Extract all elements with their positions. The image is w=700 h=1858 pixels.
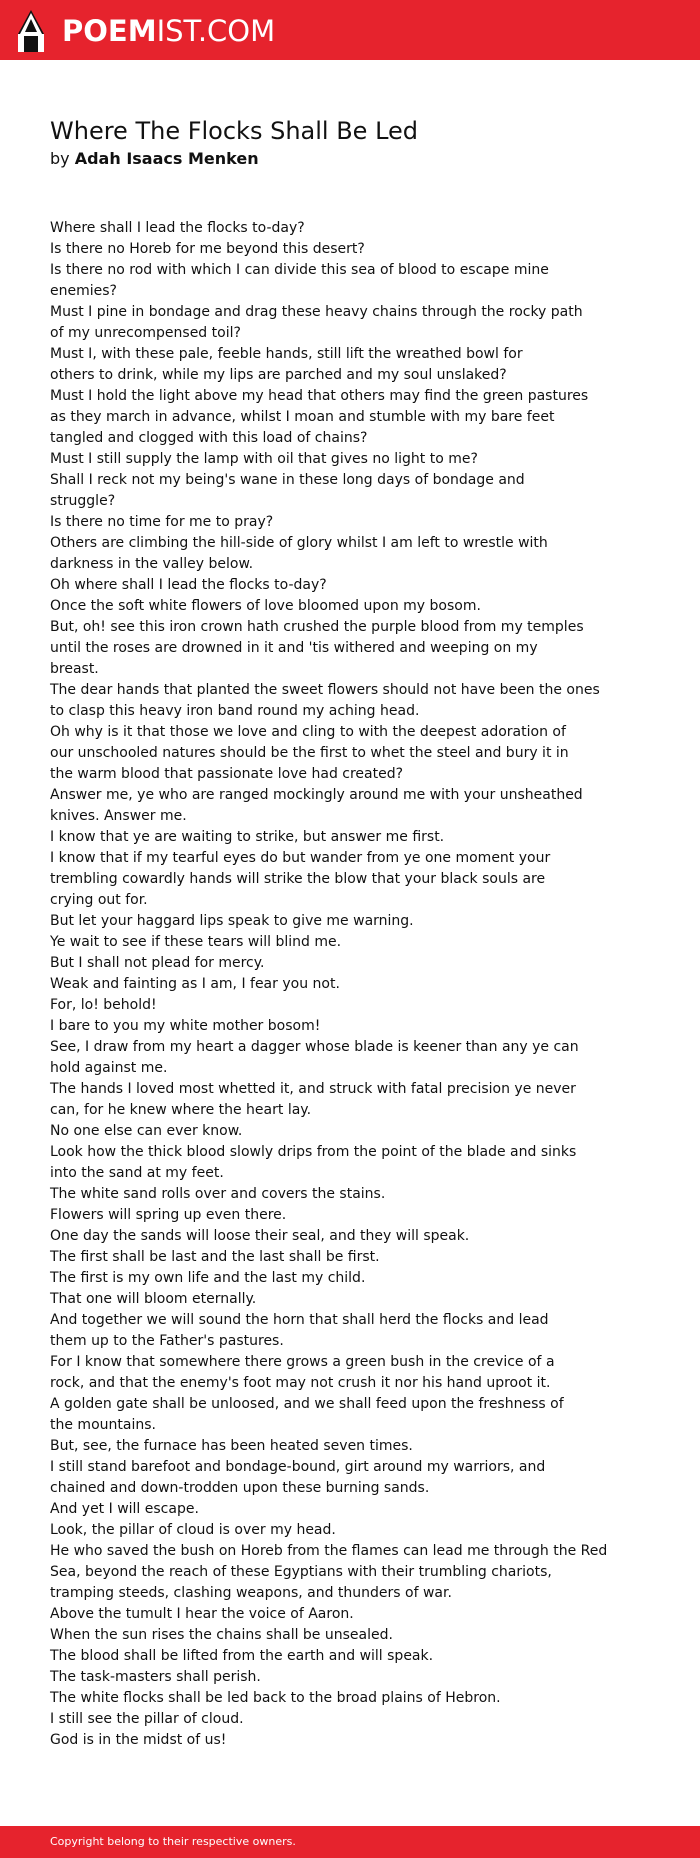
poem-line: Is there no rod with which I can divide this sea of blood to escape mine	[50, 262, 549, 278]
logo-light-text: IST.COM	[156, 14, 276, 48]
poem-line: others to drink, while my lips are parched and my soul unslaked?	[50, 367, 507, 383]
poem-line: Oh why is it that those we love and cling to with the deepest adoration of	[50, 724, 566, 740]
poem-line: can, for he knew where the heart lay.	[50, 1102, 312, 1118]
poem-line: them up to the Father's pastures.	[50, 1333, 284, 1349]
poem-line: A golden gate shall be unloosed, and we shall feed upon the freshness of	[50, 1396, 564, 1412]
poem-line: Sea, beyond the reach of these Egyptians with their trumbling chariots,	[50, 1564, 552, 1580]
poem-line: struggle?	[50, 493, 116, 509]
poem-line: I still stand barefoot and bondage-bound, girt around my warriors, and	[50, 1459, 546, 1475]
poem-line: the warm blood that passionate love had created?	[50, 766, 404, 782]
poem-line: our unschooled natures should be the first to whet the steel and bury it in	[50, 745, 569, 761]
byline-prefix: by	[50, 149, 70, 168]
poem-title: Where The Flocks Shall Be Led	[50, 117, 419, 145]
poem-line: of my unrecompensed toil?	[50, 325, 241, 341]
logo-bold-text: POEM	[62, 14, 157, 48]
poem-line: The dear hands that planted the sweet flowers should not have been the ones	[50, 682, 600, 698]
poem-line: breast.	[50, 661, 99, 677]
poem-line: until the roses are drowned in it and 'tis withered and weeping on my	[50, 640, 538, 656]
poem-line: tangled and clogged with this load of chains?	[50, 430, 368, 446]
poem-line: crying out for.	[50, 892, 148, 908]
poem-line: I know that if my tearful eyes do but wander from ye one moment your	[50, 850, 551, 866]
poem-line: But let your haggard lips speak to give me warning.	[50, 913, 414, 929]
poem-line: trembling cowardly hands will strike the blow that your black souls are	[50, 871, 546, 887]
poem-line: tramping steeds, clashing weapons, and thunders of war.	[50, 1585, 452, 1601]
site-header	[0, 0, 700, 60]
poem-line: Others are climbing the hill-side of glory whilst I am left to wrestle with	[50, 535, 548, 551]
poem-line: But, oh! see this iron crown hath crushed the purple blood from my temples	[50, 619, 584, 635]
poem-line: And yet I will escape.	[50, 1501, 199, 1517]
logo-wordmark	[62, 10, 275, 52]
poem-line: But I shall not plead for mercy.	[50, 955, 265, 971]
poem-line: God is in the midst of us!	[50, 1732, 227, 1748]
poem-line: The white flocks shall be led back to the broad plains of Hebron.	[50, 1690, 501, 1706]
poem-line: The first shall be last and the last shall be first.	[50, 1249, 380, 1265]
poem-line: the mountains.	[50, 1417, 156, 1433]
poem-line: The hands I loved most whetted it, and struck with fatal precision ye never	[50, 1081, 576, 1097]
poem-line: Is there no Horeb for me beyond this desert?	[50, 241, 365, 257]
poem-line: Look how the thick blood slowly drips from the point of the blade and sinks	[50, 1144, 577, 1160]
poem-line: to clasp this heavy iron band round my aching head.	[50, 703, 420, 719]
poem-line: Look, the pillar of cloud is over my head.	[50, 1522, 336, 1538]
poem-line: Must I hold the light above my head that others may find the green pastures	[50, 388, 589, 404]
poem-line: Answer me, ye who are ranged mockingly around me with your unsheathed	[50, 787, 583, 803]
poem-line: I still see the pillar of cloud.	[50, 1711, 244, 1727]
poem-line: darkness in the valley below.	[50, 556, 254, 572]
site-footer	[0, 1826, 700, 1858]
poem-line: knives. Answer me.	[50, 808, 187, 824]
poem-line: Above the tumult I hear the voice of Aaron.	[50, 1606, 354, 1622]
byline	[50, 148, 259, 170]
poem-line: When the sun rises the chains shall be unsealed.	[50, 1627, 393, 1643]
poem-line: rock, and that the enemy's foot may not crush it nor his hand uproot it.	[50, 1375, 551, 1391]
poem-line: No one else can ever know.	[50, 1123, 243, 1139]
poem-line: Flowers will spring up even there.	[50, 1207, 287, 1223]
poem-line: But, see, the furnace has been heated seven times.	[50, 1438, 413, 1454]
poem-line: See, I draw from my heart a dagger whose blade is keener than any ye can	[50, 1039, 579, 1055]
poem-line: That one will bloom eternally.	[50, 1291, 257, 1307]
poem-line: I know that ye are waiting to strike, but answer me first.	[50, 829, 445, 845]
site-logo[interactable]	[18, 10, 275, 52]
poem-line: into the sand at my feet.	[50, 1165, 224, 1181]
poem-line: chained and down-trodden upon these burning sands.	[50, 1480, 430, 1496]
poem-line: The task-masters shall perish.	[50, 1669, 261, 1685]
poem-line: Must I, with these pale, feeble hands, still lift the wreathed bowl for	[50, 346, 523, 362]
poem-line: hold against me.	[50, 1060, 168, 1076]
poem-line: as they march in advance, whilst I moan and stumble with my bare feet	[50, 409, 555, 425]
poem-line: Where shall I lead the flocks to-day?	[50, 220, 305, 236]
poem-line: For I know that somewhere there grows a green bush in the crevice of a	[50, 1354, 555, 1370]
poem-line: I bare to you my white mother bosom!	[50, 1018, 321, 1034]
poem-line: enemies?	[50, 283, 117, 299]
pencil-logo-icon	[18, 10, 44, 52]
poem-line: The first is my own life and the last my child.	[50, 1270, 366, 1286]
poem-line: The white sand rolls over and covers the stains.	[50, 1186, 386, 1202]
poem-line: Oh where shall I lead the flocks to-day?	[50, 577, 327, 593]
poem-line: The blood shall be lifted from the earth and will speak.	[50, 1648, 434, 1664]
poem-line: Shall I reck not my being's wane in these long days of bondage and	[50, 472, 525, 488]
poem-line: One day the sands will loose their seal, and they will speak.	[50, 1228, 470, 1244]
poem-line: For, lo! behold!	[50, 997, 157, 1013]
author-name: Adah Isaacs Menken	[74, 149, 259, 168]
poem-line: Must I pine in bondage and drag these heavy chains through the rocky path	[50, 304, 583, 320]
poem-line: Once the soft white flowers of love bloomed upon my bosom.	[50, 598, 481, 614]
poem-body	[50, 218, 680, 1751]
poem-line: Ye wait to see if these tears will blind me.	[50, 934, 342, 950]
poem-line: He who saved the bush on Horeb from the flames can lead me through the Red	[50, 1543, 608, 1559]
poem-line: Is there no time for me to pray?	[50, 514, 274, 530]
poem-line: And together we will sound the horn that shall herd the flocks and lead	[50, 1312, 549, 1328]
copyright-notice: Copyright belong to their respective owners.	[50, 1835, 296, 1848]
poem-line: Must I still supply the lamp with oil that gives no light to me?	[50, 451, 478, 467]
poem-line: Weak and fainting as I am, I fear you not.	[50, 976, 340, 992]
